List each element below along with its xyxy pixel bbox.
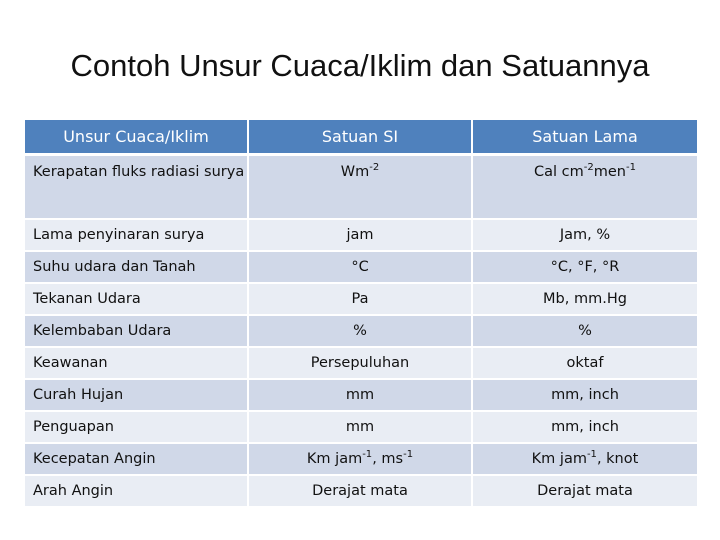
table-row (25, 316, 697, 348)
cell-unsur: Tekanan Udara (25, 284, 249, 316)
table-row (25, 348, 697, 380)
table-row (25, 380, 697, 412)
table-row (25, 412, 697, 444)
cell-satuan-si: $Wm^{-2}$ (249, 156, 473, 220)
cell-unsur: Kecepatan Angin (25, 444, 249, 476)
cell-satuan-lama: mm, inch (473, 380, 697, 412)
header-row (25, 120, 697, 156)
cell-satuan-lama: Km jam$^{-1}$, knot (473, 444, 697, 476)
table-row (25, 476, 697, 508)
cell-satuan-si: Pa (249, 284, 473, 316)
cell-unsur: Suhu udara dan Tanah (25, 252, 249, 284)
cell-satuan-lama: Mb, mm.Hg (473, 284, 697, 316)
cell-unsur: Kelembaban Udara (25, 316, 249, 348)
cell-satuan-si: mm (249, 380, 473, 412)
header-satuan-lama: Satuan Lama (473, 120, 697, 156)
cell-unsur: Keawanan (25, 348, 249, 380)
cell-satuan-si: Km jam$^{-1}$, $ms^{-1}$ (249, 444, 473, 476)
table-row (25, 284, 697, 316)
cell-satuan-lama: °C, °F, °R (473, 252, 697, 284)
table-row (25, 252, 697, 284)
table-row (25, 156, 697, 220)
cell-unsur: Lama penyinaran surya (25, 220, 249, 252)
cell-satuan-lama: Derajat mata (473, 476, 697, 508)
cell-satuan-si: Persepuluhan (249, 348, 473, 380)
page-title: Contoh Unsur Cuaca/Iklim dan Satuannya (70, 48, 650, 83)
cell-satuan-lama: mm, inch (473, 412, 697, 444)
cell-satuan-si: Derajat mata (249, 476, 473, 508)
cell-unsur: Curah Hujan (25, 380, 249, 412)
cell-satuan-lama: Jam, % (473, 220, 697, 252)
header-unsur: Unsur Cuaca/Iklim (25, 120, 249, 156)
table-row (25, 444, 697, 476)
cell-satuan-lama: oktaf (473, 348, 697, 380)
cell-unsur: Kerapatan fluks radiasi surya (25, 156, 249, 220)
cell-satuan-lama: % (473, 316, 697, 348)
cell-satuan-si: % (249, 316, 473, 348)
cell-unsur: Arah Angin (25, 476, 249, 508)
cell-unsur: Penguapan (25, 412, 249, 444)
header-satuan-si: Satuan SI (249, 120, 473, 156)
cell-satuan-lama: Cal $cm^{-2}men^{-1}$ (473, 156, 697, 220)
weather-units-table (25, 120, 697, 508)
cell-satuan-si: °C (249, 252, 473, 284)
table-row (25, 220, 697, 252)
cell-satuan-si: jam (249, 220, 473, 252)
cell-satuan-si: mm (249, 412, 473, 444)
